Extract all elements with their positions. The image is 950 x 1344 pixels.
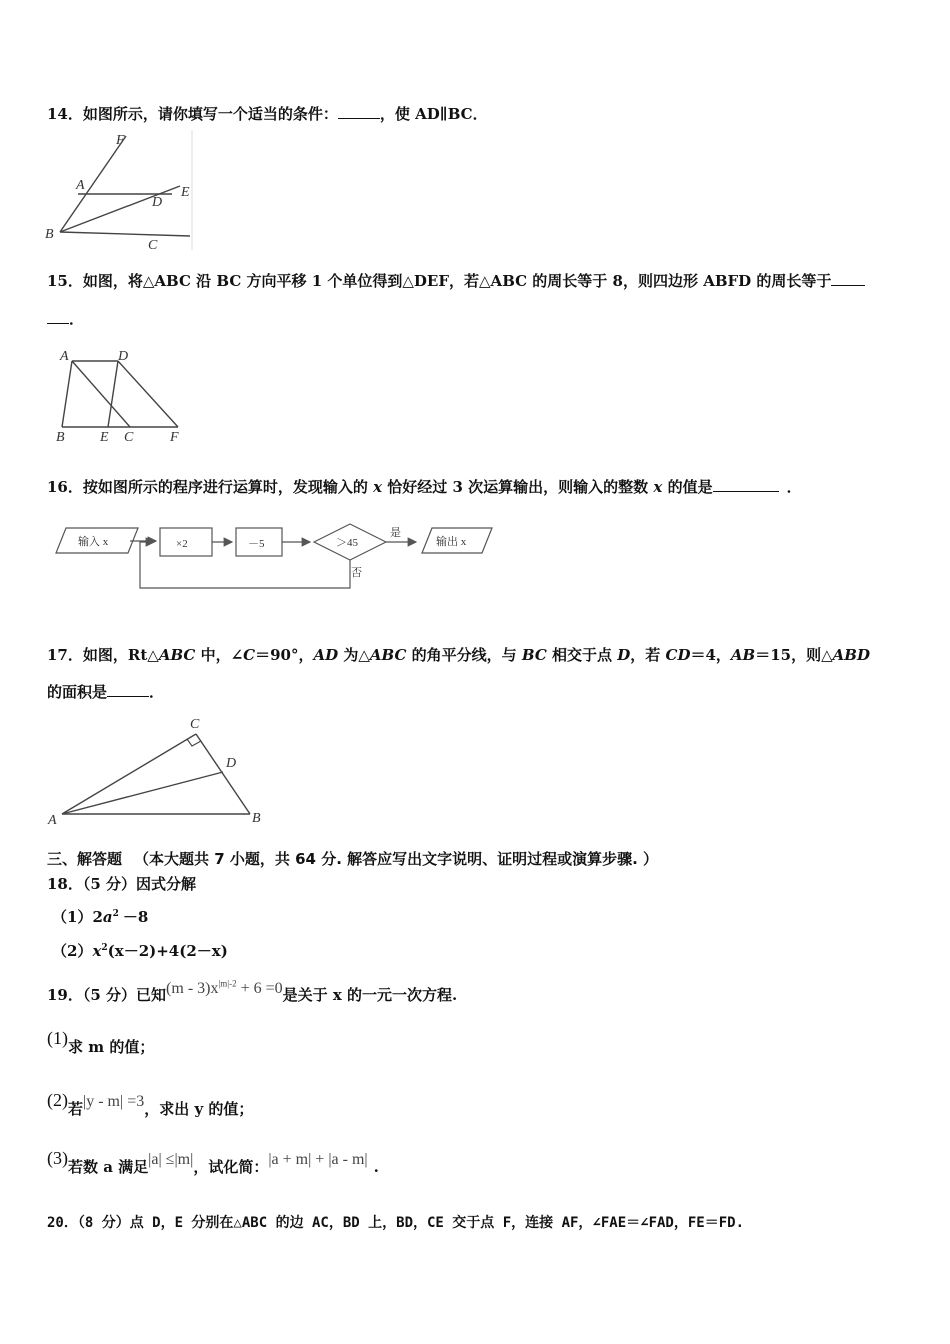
- flow-input-label: 输入 x: [78, 536, 109, 548]
- q17-figure: [44, 712, 274, 827]
- q15-label-c: C: [124, 430, 134, 445]
- q15-text-line2: ．: [47, 308, 84, 329]
- q18-part1: $(1)2a^2 -8$: [52, 908, 149, 926]
- flow-no-label: 否: [351, 567, 362, 579]
- q19-part3: (3)若数 a 满足|a| ≤|m|，试化简：|a + m| + |a - m| .: [47, 1148, 379, 1176]
- q14-text: 14．如图所示，请你填写一个适当的条件： ，使 AD∥BC．: [47, 105, 488, 123]
- q18-head: 18．（5 分）因式分解: [47, 875, 197, 893]
- q16-text: 16．按如图所示的程序进行运算时，发现输入的 x 恰好经过 3 次运算输出，则输入的整数 x 的值是 ．: [47, 478, 802, 496]
- q17-label-d: D: [226, 756, 237, 771]
- q14-label-c: C: [148, 238, 158, 253]
- q19-part1: (1)求 m 的值；: [47, 1028, 155, 1056]
- q19-equation: $(m - 3)x^{|m|-2} + 6 =0$: [166, 978, 283, 997]
- q14-label-f: F: [116, 133, 125, 148]
- q14-label-e: E: [181, 185, 190, 200]
- flow-subtract-label: －5: [248, 538, 265, 550]
- q19-part2: (2)若|y - m| =3，求出 y 的值；: [47, 1090, 254, 1118]
- flow-output-label: 输出 x: [436, 536, 467, 548]
- q14-number: 14．: [47, 105, 83, 123]
- q17-label-c: C: [190, 717, 200, 732]
- q15-figure: [52, 345, 192, 445]
- q14-label-b: B: [45, 227, 54, 242]
- flow-loop-back: [140, 542, 350, 588]
- q15-label-d: D: [118, 349, 129, 364]
- q16-number: 16．: [47, 478, 83, 496]
- q16-flowchart: [52, 518, 492, 593]
- flow-condition-label: ＞45: [336, 537, 358, 549]
- q18-part2: $(2)x^2(x-2)+4(2-x)$: [52, 942, 228, 960]
- flow-multiply-label: ×2: [176, 538, 188, 550]
- q15-label-f: F: [170, 430, 179, 445]
- q17-number: 17．: [47, 646, 83, 664]
- q14-label-d: D: [152, 195, 163, 210]
- q15-answer-blank-1[interactable]: [831, 271, 865, 286]
- q17-text: 17．如图，Rt△ABC 中，∠C＝90°，AD 为△ABC 的角平分线，与 BC 相交于点 D，若 CD＝4，AB＝15，则△ABD: [47, 646, 870, 664]
- q17-label-b: B: [252, 811, 261, 826]
- flow-yes-label: 是: [390, 527, 401, 539]
- section-title: 三、解答题: [47, 850, 123, 868]
- q14-figure: [40, 128, 200, 253]
- q17-text-line2: 的面积是 ．: [47, 683, 165, 701]
- q16-answer-blank[interactable]: [713, 477, 779, 492]
- section-header: [47, 848, 658, 869]
- q17-label-a: A: [48, 813, 57, 828]
- q15-label-b: B: [56, 430, 65, 445]
- q20-text: 20．（8 分）点 D，E 分别在△ABC 的边 AC，BD 上，BD，CE 交于点 F，连接 AF，∠FAE＝∠FAD，FE＝FD.: [47, 1215, 745, 1231]
- q15-label-e: E: [100, 430, 109, 445]
- q15-answer-blank-2[interactable]: [47, 309, 69, 324]
- q15-number: 15．: [47, 272, 83, 290]
- q14-answer-blank[interactable]: [338, 104, 380, 119]
- q15-label-a: A: [60, 349, 69, 364]
- q17-answer-blank[interactable]: [107, 682, 149, 697]
- q19-head: 19．（5 分）已知$(m - 3)x^{|m|-2} + 6 =0$是关于 x 的一元一次方程.: [47, 978, 458, 1004]
- section-note: （本大题共 7 小题，共 64 分. 解答应写出文字说明、证明过程或演算步骤. ）: [134, 850, 659, 868]
- q14-label-a: A: [76, 178, 85, 193]
- q15-text: 15．如图，将△ABC 沿 BC 方向平移 1 个单位得到△DEF，若△ABC 的周长等于 8，则四边形 ABFD 的周长等于: [47, 270, 865, 291]
